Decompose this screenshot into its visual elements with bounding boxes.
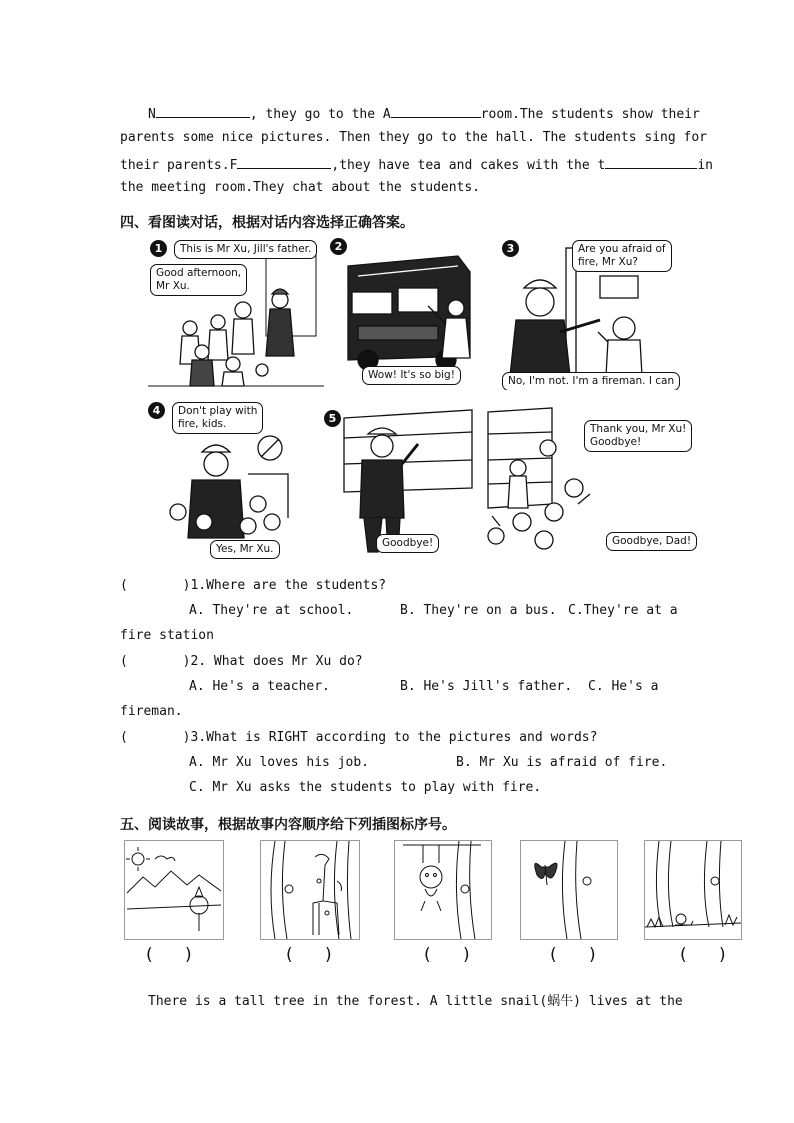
students-with-fireman-illustration [148,236,324,390]
q2-option-c-wrap: fireman. [120,704,183,719]
answer-paren-1[interactable]: ( ) [146,945,192,965]
question-2: ( )2. What does Mr Xu do? [120,654,363,669]
panel-number-4: 4 [148,402,165,419]
q1-option-b[interactable]: B. They're on a bus. [400,603,557,618]
answer-paren-4[interactable]: ( ) [550,945,596,965]
q2-option-a[interactable]: A. He's a teacher. [189,679,330,694]
story-text: There is a tall tree in the forest. A little snail(蜗牛) lives at the [148,994,683,1009]
story-picture-3 [394,840,492,940]
comic-panel-4 [148,398,308,566]
comic-panel-5 [324,408,476,568]
snail-at-tree-root-icon [645,841,741,939]
speech-bubble-warning: Don't play with fire, kids. [172,402,263,434]
q3-option-c[interactable]: C. Mr Xu asks the students to play with fire. [189,780,542,795]
answer-paren-2[interactable]: ( ) [286,945,332,965]
section-5-title: 五、阅读故事，根据故事内容顺序给下列插图标序号。 [120,817,456,833]
landscape-sun-tree-icon [125,841,223,939]
answer-paren-5[interactable]: ( ) [680,945,726,965]
comic-panel-1 [148,236,324,390]
q2-option-b[interactable]: B. He's Jill's father. [400,679,573,694]
question-3: ( )3.What is RIGHT according to the pictures and words? [120,730,598,745]
q1-option-a[interactable]: A. They're at school. [189,603,354,618]
q1-option-c-wrap: fire station [120,628,214,643]
speech-bubble-fireman-goodbye: Goodbye! [376,534,439,553]
speech-bubble-answer: No, I'm not. I'm a fireman. I can [502,372,680,390]
passage-line-1: N , they go to the A room.The students show their [148,104,700,122]
passage-line-3: their parents.F ,they have tea and cakes with the t in [120,155,713,173]
question-1: ( )1.Where are the students? [120,578,387,593]
speech-bubble-thanks: Thank you, Mr Xu! Goodbye! [584,420,692,452]
speech-bubble-intro: This is Mr Xu, Jill's father. [174,240,317,259]
speech-bubble-wow: Wow! It's so big! [362,366,461,385]
story-picture-5 [644,840,742,940]
section-4-title: 四、看图读对话，根据对话内容选择正确答案。 [120,215,414,231]
comic-panel-3 [500,236,696,390]
q3-option-a[interactable]: A. Mr Xu loves his job. [189,755,370,770]
giraffe-by-tree-icon [261,841,359,939]
blank-f[interactable] [237,155,331,169]
butterfly-on-tree-icon [521,841,617,939]
q1-option-c[interactable]: C.They're at a [568,603,678,618]
passage-line-2: parents some nice pictures. Then they go to the hall. The students sing for [120,130,707,145]
blank-t[interactable] [605,155,697,169]
monkey-swinging-icon [395,841,491,939]
blank-n[interactable] [156,104,250,118]
story-picture-4 [520,840,618,940]
panel-number-3: 3 [502,240,519,257]
q3-option-b[interactable]: B. Mr Xu is afraid of fire. [456,755,668,770]
panel-number-1: 1 [150,240,167,257]
comic-panel-2 [328,236,486,390]
panel-number-2: 2 [330,238,347,255]
panel-number-5: 5 [324,410,341,427]
story-picture-1 [124,840,224,940]
story-picture-2 [260,840,360,940]
blank-a[interactable] [391,104,481,118]
speech-bubble-question: Are you afraid of fire, Mr Xu? [572,240,672,272]
speech-bubble-goodbye-dad: Goodbye, Dad! [606,532,697,551]
q2-option-c[interactable]: C. He's a [588,679,659,694]
passage-line-4: the meeting room.They chat about the students. [120,180,481,195]
comic-panel-6 [482,404,704,568]
speech-bubble-yes: Yes, Mr Xu. [210,540,280,559]
speech-bubble-greeting: Good afternoon, Mr Xu. [150,264,247,296]
answer-paren-3[interactable]: ( ) [424,945,470,965]
